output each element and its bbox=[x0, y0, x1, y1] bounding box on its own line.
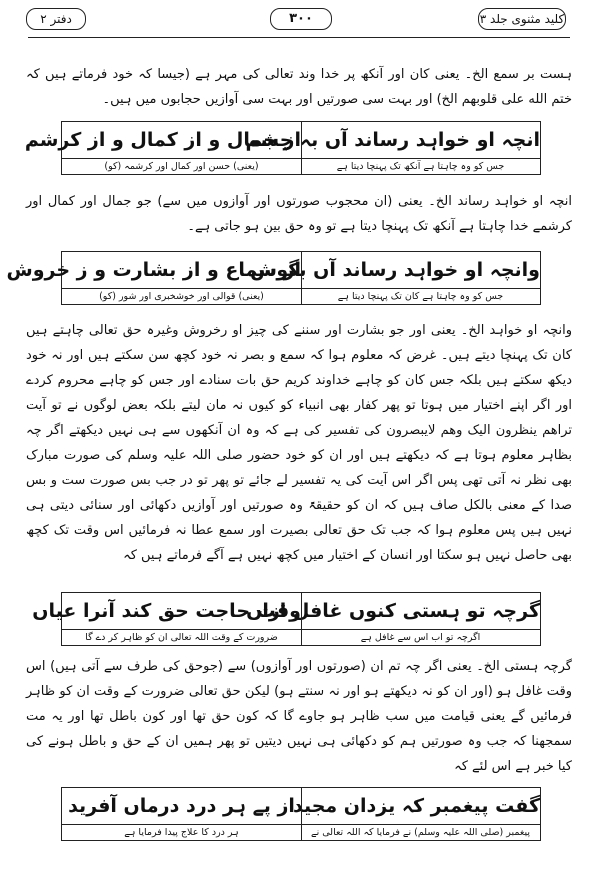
commentary-paragraph-4: گرچہ ہستی الخ۔ یعنی اگر چہ تم ان (صورتوں اور آوازوں) سے (جوحق کی طرف سے آتی ہیں) اس وقت غافل ہو (اور ان کو نہ دیکھتے ہو اور نہ سنتے ہو) لیکن حق تعالی ضرورت کے وقت ان کو ظاہر فرمائیں گے یعنی قیامت میں سب ظاہر ہو جاوے گا کہ کون حق تھا اور کون باطل تھا اور یہ مت سمجھنا کہ جب وہ صورتیں ہم کو دکھائی ہی نہیں دیتیں تو پھر ہمیں ان کے حق و باطل ہونے کی کیا خبر ہے اس لئے کہ bbox=[26, 659, 572, 774]
commentary-paragraph-2: انچہ او خواہد رساند الخ۔ یعنی (ان محجوب صورتوں اور آوازوں میں سے) جو جمال اور کمال اور کرشمے خدا چاہتا ہے آنکھ تک پہنچا دیتا ہے تو وہ حق بین ہو جاتی ہے۔ bbox=[26, 194, 572, 234]
page-number: ۳۰۰ bbox=[270, 8, 332, 30]
verse-4-left-translation: ہر درد کا علاج پیدا فرمایا ہے bbox=[62, 824, 302, 841]
section-label: دفتر ۲ bbox=[26, 8, 86, 30]
verse-box-4 bbox=[61, 787, 541, 841]
verse-4-left-hemistich: از پے ہر درد درماں آفرید bbox=[62, 788, 302, 824]
verse-2-left-hemistich: از سماع و از بشارت و ز خروش bbox=[62, 252, 302, 288]
verse-box-2 bbox=[6, 251, 541, 305]
verse-2-right-translation: جس کو وہ چاہتا ہے کان تک پہنچا دیتا ہے bbox=[301, 288, 540, 305]
book-title-label: کلید مثنوی جلد ۳ bbox=[478, 8, 566, 30]
commentary-paragraph-3: وانچہ او خواہد الخ۔ یعنی اور جو بشارت اور سننے کی چیز او رخروش وغیرہ حق تعالی چاہتے ہیں کان تک پہنچا دیتے ہیں۔ غرض کہ معلوم ہوا کہ سمع و بصر نہ خود کچھ سن سکتے ہیں اور نہ خود دیکھ سکتے ہیں بلکہ جس کان کو چاہے خداوند کریم حق بات سنادے اور جس کو چاہے محروم کردے اور اگر اپنے اختیار میں ہوتا تو پھر کفار بھی انبیاء کو کیوں نہ مان لیتے بلکہ بعض لوگوں نے تو آیت تراھم ینظرون الیک وھم لایبصرون کی تفسیر کی ہے کہ وہ ان آنکھوں سے ہی نہیں دیکھتے اگر چہ بظاہر معلوم ہوتا ہے کہ دیکھتے ہیں اور ان کو خود حضور صلی اللہ علیہ وسلم کی صورت مبارک بھی نظر نہ آتی تھی پس اگر اس آیت کی یہ تفسیر لے جائے تو پھر تو در جب بس صورت ست و بس صدا کے معنی بالکل صاف ہیں کہ ان کو حقیقۃً وہ صورتیں اور آوازیں دکھائی اور سنائی دیتی ہی نہیں ہیں پس معلوم ہوا کہ جب تک حق تعالی بصیرت اور سمع عطا نہ فرمائیں اس وقت تک کچھ بھی حاصل نہیں ہو سکتا اور انسان کے اختیار میں کچھ نہیں ہے آگے فرماتے ہیں کہ bbox=[26, 323, 572, 563]
verse-4-right-hemistich: گفت پیغمبر کہ یزدان مجید bbox=[292, 795, 540, 817]
verse-4-right-translation: پیغمبر (صلی اللہ علیہ وسلم) نے فرمایا کہ اللہ تعالی نے bbox=[301, 824, 540, 841]
verse-1-right-translation: جس کو وہ چاہتا ہے آنکھ تک پہنچا دیتا ہے bbox=[301, 158, 540, 175]
verse-1-left-translation: (یعنی) حسن اور کمال اور کرشمہ (کو) bbox=[62, 158, 302, 175]
verse-3-left-translation: ضرورت کے وقت اللہ تعالی ان کو ظاہر کر دے گا bbox=[62, 629, 302, 646]
verse-3-left-hemistich: وقت حاجت حق کند آنرا عیاں bbox=[62, 593, 302, 629]
verse-3-right-hemistich: گرچہ تو ہستی کنوں غافل ازاں bbox=[246, 600, 540, 622]
verse-2-right-hemistich: وانچہ او خواہد رساند آں بگوش bbox=[250, 259, 540, 281]
verse-3-right-translation: اگرچہ تو اب اس سے غافل ہے bbox=[301, 629, 540, 646]
verse-1-right-hemistich: انچہ او خواہد رساند آں بہ چشم bbox=[245, 129, 540, 151]
commentary-paragraph-1: ہست بر سمع الخ۔ یعنی کان اور آنکھ پر خدا وند تعالی کی مہر ہے (جیسا کہ خود فرماتے ہیں کہ ختم الله علی قلوبھم الخ) اور بہت سی صورتیں اور بہت سی آوازیں حجابوں میں ہیں۔ bbox=[26, 67, 572, 107]
verse-1-left-hemistich: از جمال و از کمال و از کرشم bbox=[62, 122, 302, 158]
verse-2-left-translation: (یعنی) قوالی اور خوشخبری اور شور (کو) bbox=[62, 288, 302, 305]
verse-box-3 bbox=[32, 592, 541, 646]
verse-box-1 bbox=[24, 121, 541, 175]
header-divider bbox=[28, 37, 570, 38]
